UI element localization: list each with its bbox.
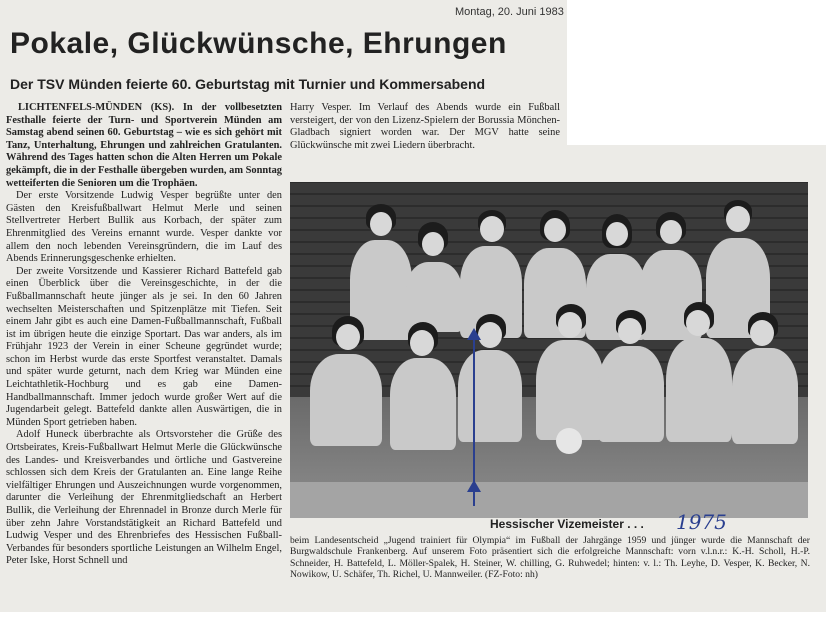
article-column-1 — [6, 102, 282, 568]
team-photo — [290, 182, 808, 518]
lead-paragraph: LICHTENFELS-MÜNDEN (KS). In der vollbesetzten Festhalle feierte der Turn- und Sportverein Münden am Samstag abend seinen 60. Geburtstag – wie es sich gehört mit Tanz, Unterhaltung, Ehrungen und zahlreichen Gratulanten. Während des Tages hatten schon die Alten Herren um Pokale gekämpft, die in der Festhalle übergeben wurden, am Sonntag wetteiferten die Senioren um die Trophäen. — [6, 102, 282, 189]
player-figure — [558, 312, 582, 338]
player-figure — [406, 262, 462, 332]
player-figure — [478, 322, 502, 348]
handwritten-year: 1975 — [676, 510, 727, 534]
player-figure — [544, 218, 566, 242]
player-figure — [726, 206, 750, 232]
player-figure — [666, 338, 732, 442]
player-figure — [732, 348, 798, 444]
player-figure — [598, 346, 664, 442]
football — [556, 428, 582, 454]
player-figure — [536, 340, 604, 440]
paragraph: Adolf Huneck überbrachte als Ortsvorsteher die Grüße des Ortsbeirates, Kreis-Fußballwart Helmut Merle die Glückwünsche des Landes- und Kreisverbandes und örtliche und Gastvereine schlossen sich dem Kreis der Gratulanten an. Eine lange Reihe vielfältiger Ehrungen und Auszeichnungen wurde vorgenommen, darunter die Verleihung der Ehrenmitgliedschaft an Herbert Bullik, die Verleihung der Ehrennadel in Bronze durch Merle für über zehn Jahre Vorstandstätigkeit an Richard Battefeld und Ludwig Vesper und des Ehrenbriefes des Hessischen Fußball-Verbandes für besonders sportliche Leistungen an Wilhelm Engel, Peter Iske, Horst Schnell und — [6, 429, 282, 567]
article-column-2 — [290, 102, 560, 152]
player-figure — [686, 310, 710, 336]
photo-foreground-grass — [290, 482, 808, 518]
photo-caption-title: Hessischer Vizemeister . . . — [490, 517, 644, 531]
player-figure — [390, 358, 456, 450]
pen-arrowhead-icon — [467, 480, 481, 492]
player-figure — [618, 318, 642, 344]
paragraph: Der erste Vorsitzende Ludwig Vesper begrüßte unter den Gästen den Kreisfußballwart Helmut Merle und seinen Stellvertreter Herbert Bullik aus Korbach, der später zum Ehrenmitglied des Vereins ernannt wurde. Vesper dankte vor allem den noch lebenden Vereinsgründern, die im Lauf des Abends Erinnerungsgeschenke erhielten. — [6, 190, 282, 265]
player-figure — [458, 350, 522, 442]
player-figure — [410, 330, 434, 356]
player-figure — [422, 232, 444, 256]
player-figure — [660, 220, 682, 244]
player-figure — [370, 212, 392, 236]
subheadline: Der TSV Münden feierte 60. Geburtstag mit Turnier und Kommersabend — [10, 76, 486, 92]
player-figure — [336, 324, 360, 350]
player-figure — [750, 320, 774, 346]
paragraph: Harry Vesper. Im Verlauf des Abends wurde ein Fußball versteigert, der von den Lizenz-Spielern der Borussia Mönchen-Gladbach signiert worden war. Der MGV hatte seine Glückwünsche mit zwei Liedern überbracht. — [290, 102, 560, 151]
photo-caption: beim Landesentscheid „Jugend trainiert für Olympia“ im Fußball der Jahrgänge 1959 und jünger wurde die Mannschaft der Burgwaldschule Frankenberg. Auf unserem Foto präsentiert sich die erfolgreiche Mannschaft: vorn v.l.n.r.: K.-H. Scholl, H.-P. Schneider, H. Battefeld, L. Möller-Spalek, H. Steiner, W. chilling, G. Ruhwedel; hinten: v. l.: Th. Leyhe, D. Vesper, K. Becker, N. Nowikow, U. Schäfer, Th. Richel, U. Mannweiler. (FZ-Foto: nh) — [290, 535, 810, 581]
player-figure — [480, 216, 504, 242]
paragraph: Der zweite Vorsitzende und Kassierer Richard Battefeld gab einen Überblick über die Vereinsgeschichte, in der die Fußballmannschaft heute jünger als je sei. In den 60 Jahren wechselten Meisterschaften und Spitzenplätze mit Tiefen. Seit einem Jahr gibt es auch eine Damen-Fußballmannschaft, Fußball ist im übrigen heute die einzige Sportart. Das war anders, als im Frühjahr 1923 der Verein in einer Scheune gegründet wurde; schon im Herbst wurde das erste Sportfest veranstaltet. Damals und später wurde geturnt, nach dem Krieg war Münden eine Leichtathletik-Hochburg und es gab eine Damen-Handballmannschaft. Immer jedoch wurde großer Wert auf die Jugendarbeit gelegt. Battefeld dankte allen Auswärtigen, die in Münden Sport getrieben haben. — [6, 265, 282, 428]
headline: Pokale, Glückwünsche, Ehrungen — [10, 27, 507, 60]
pen-arrowhead-icon — [467, 328, 481, 340]
dateline: Montag, 20. Juni 1983 — [455, 6, 564, 18]
player-figure — [310, 354, 382, 446]
player-figure — [606, 222, 628, 246]
